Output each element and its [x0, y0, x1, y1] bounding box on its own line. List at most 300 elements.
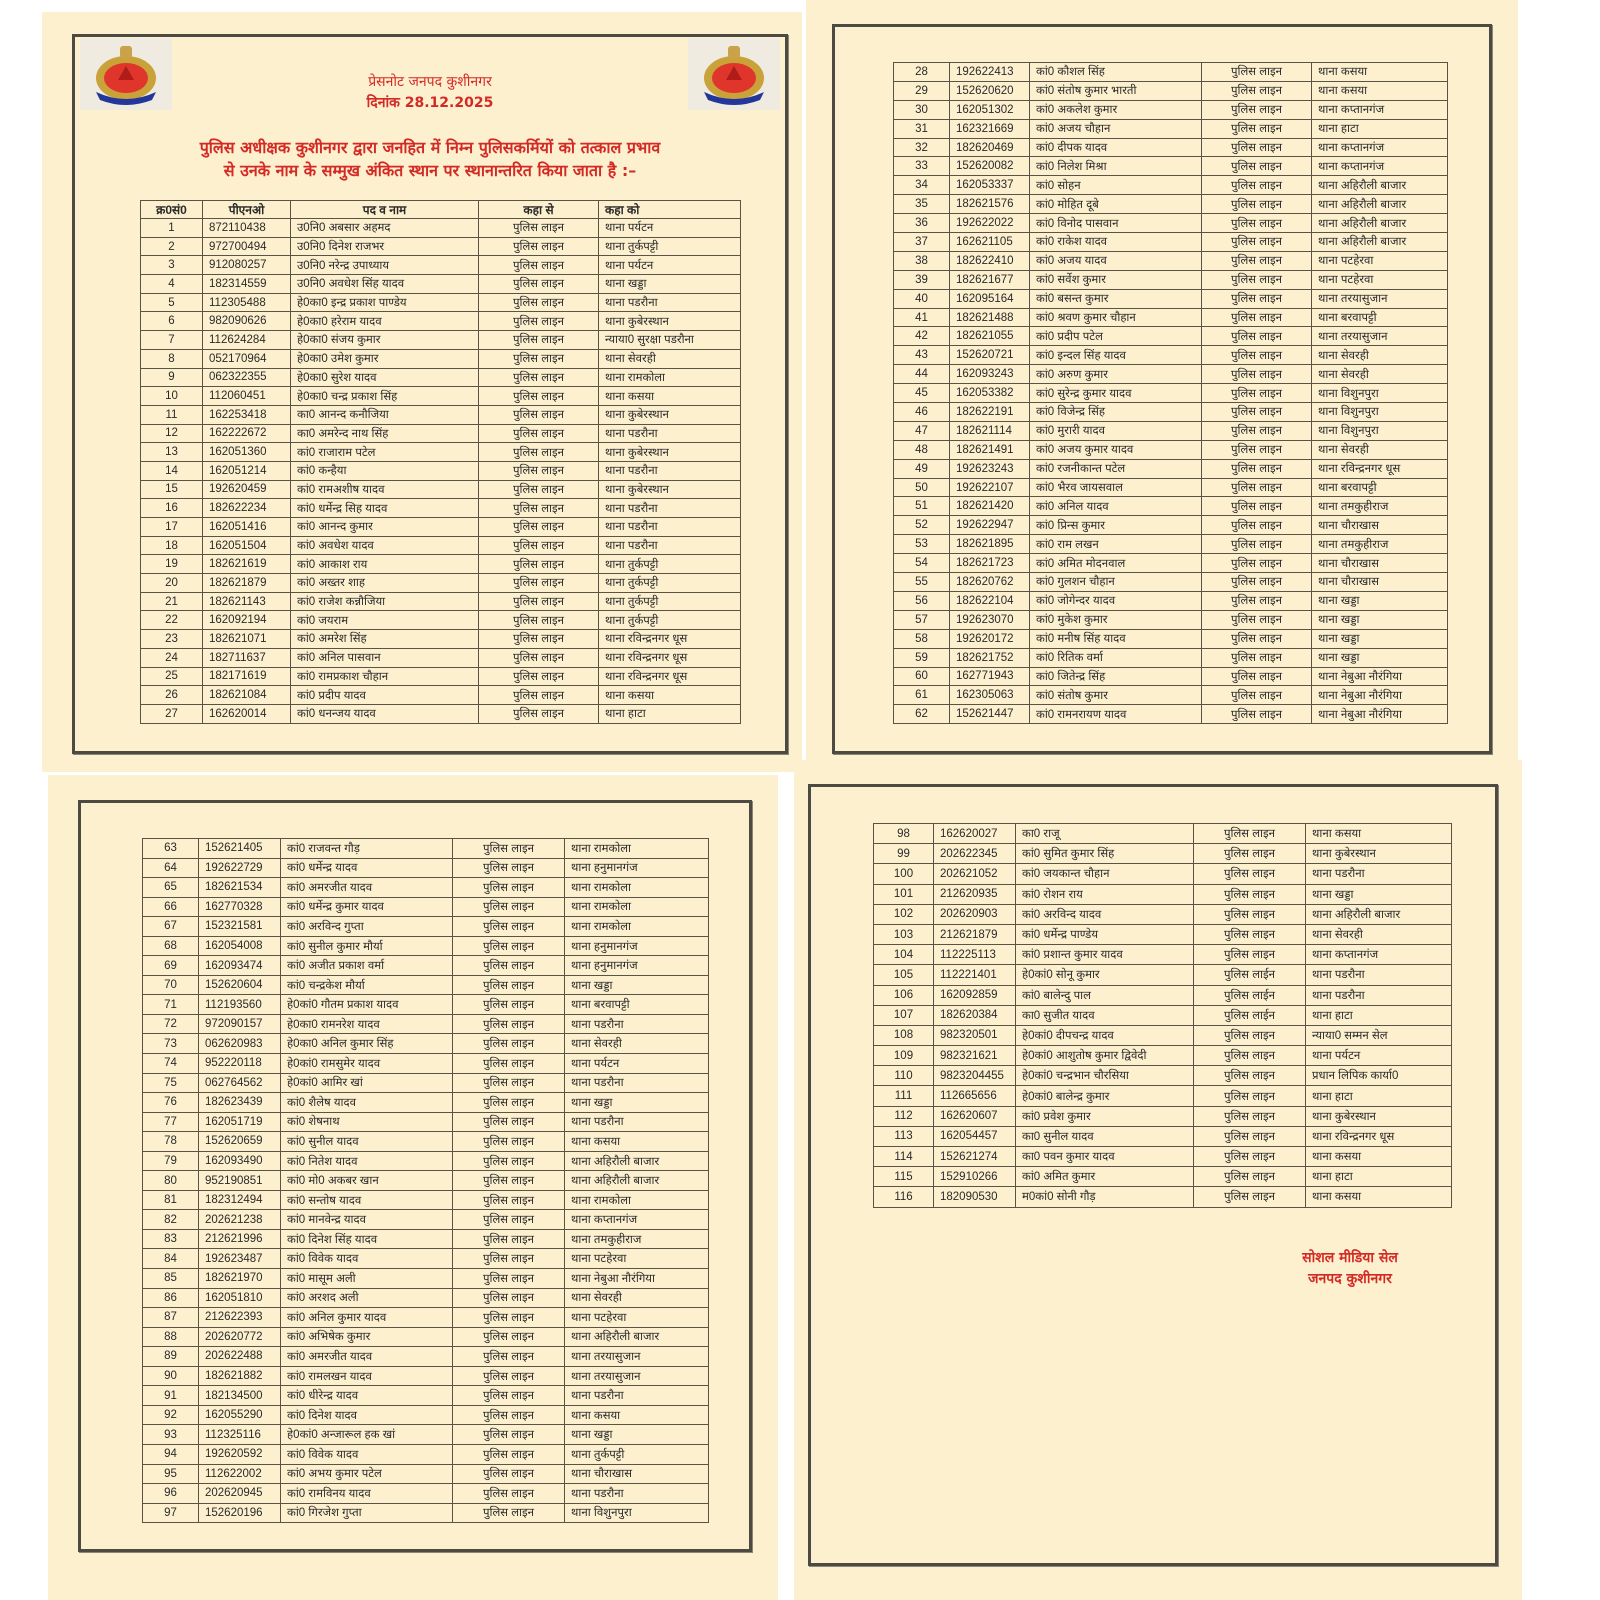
- table-row: [874, 1066, 1452, 1086]
- serial-cell: 113: [874, 1126, 934, 1146]
- rank-name-cell: म0कां0 सोनी गौड़: [1016, 1187, 1194, 1207]
- pno-cell: 162620607: [934, 1106, 1016, 1126]
- from-cell: पुलिस लाइन: [1194, 945, 1306, 965]
- table-row: [894, 100, 1448, 119]
- pno-cell: 152910266: [934, 1167, 1016, 1187]
- rank-name-cell: कां0 प्रिन्स कुमार: [1030, 516, 1202, 535]
- pno-cell: 162620014: [203, 704, 291, 723]
- rank-name-cell: कां0 राजवन्त गौड़: [281, 839, 453, 859]
- to-cell: थाना सेवरही: [1312, 440, 1448, 459]
- to-cell: थाना विशुनपुरा: [1312, 403, 1448, 422]
- pno-cell: 152321581: [199, 917, 281, 937]
- table-row: [894, 251, 1448, 270]
- pno-cell: 162770328: [199, 897, 281, 917]
- rank-name-cell: कां0 दिनेश यादव: [281, 1405, 453, 1425]
- to-cell: थाना पडरौना: [565, 1386, 709, 1406]
- to-cell: थाना हाटा: [1306, 1005, 1452, 1025]
- from-cell: पुलिस लाइन: [453, 1073, 565, 1093]
- press-note-title: प्रेसनोट जनपद कुशीनगर: [368, 74, 492, 90]
- pno-cell: 112193560: [199, 995, 281, 1015]
- pno-cell: 162093243: [950, 365, 1030, 384]
- serial-cell: 71: [143, 995, 199, 1015]
- to-cell: थाना कुबेरस्थान: [1306, 844, 1452, 864]
- to-cell: थाना रविन्द्रनगर धूस: [599, 630, 741, 649]
- from-cell: पुलिस लाइन: [1194, 904, 1306, 924]
- serial-cell: 91: [143, 1386, 199, 1406]
- from-cell: पुलिस लाइन: [1194, 824, 1306, 844]
- table-row: [143, 1210, 709, 1230]
- from-cell: पुलिस लाइन: [453, 1386, 565, 1406]
- serial-cell: 104: [874, 945, 934, 965]
- serial-cell: 55: [894, 573, 950, 592]
- to-cell: थाना कप्तानगंज: [1306, 945, 1452, 965]
- rank-name-cell: कां0 कन्हैया: [291, 461, 479, 480]
- rank-name-cell: कां0 अनिल यादव: [1030, 497, 1202, 516]
- pno-cell: 182621576: [950, 195, 1030, 214]
- rank-name-cell: कां0 राम लखन: [1030, 535, 1202, 554]
- rank-name-cell: कां0 शैलेष यादव: [281, 1093, 453, 1113]
- pno-cell: 182620469: [950, 138, 1030, 157]
- table-row: [141, 331, 741, 350]
- from-cell: पुलिस लाइन: [453, 917, 565, 937]
- rank-name-cell: कां0 मोहित दूबे: [1030, 195, 1202, 214]
- pno-cell: 152621405: [199, 839, 281, 859]
- to-cell: थाना चौराखास: [565, 1464, 709, 1484]
- table-row: [894, 440, 1448, 459]
- to-cell: थाना अहिरौली बाजार: [565, 1327, 709, 1347]
- pno-cell: 112325116: [199, 1425, 281, 1445]
- to-cell: थाना कप्तानगंज: [1312, 100, 1448, 119]
- rank-name-cell: कां0 कौशल सिंह: [1030, 63, 1202, 82]
- to-cell: न्याया0 सुरक्षा पडरौना: [599, 331, 741, 350]
- to-cell: थाना सेवरही: [1312, 346, 1448, 365]
- to-cell: थाना तुर्कपट्टी: [599, 592, 741, 611]
- from-cell: पुलिस लाइन: [453, 1151, 565, 1171]
- pno-cell: 202620772: [199, 1327, 281, 1347]
- to-cell: थाना रविन्द्रनगर धूस: [599, 667, 741, 686]
- pno-cell: 152620620: [950, 81, 1030, 100]
- serial-cell: 15: [141, 480, 203, 499]
- serial-cell: 56: [894, 591, 950, 610]
- table-row: [143, 1484, 709, 1504]
- table-row: [143, 1229, 709, 1249]
- press-note-date: दिनांक 28.12.2025: [366, 95, 494, 111]
- serial-cell: 63: [143, 839, 199, 859]
- rank-name-cell: कां0 धर्मेन्द्र यादव: [281, 858, 453, 878]
- pno-cell: 182620384: [934, 1005, 1016, 1025]
- to-cell: थाना पडरौना: [1306, 965, 1452, 985]
- from-cell: पुलिस लाइन: [453, 858, 565, 878]
- rank-name-cell: कां0 धनन्जय यादव: [291, 704, 479, 723]
- table-row: [894, 289, 1448, 308]
- pno-cell: 112225113: [934, 945, 1016, 965]
- table-row: [141, 667, 741, 686]
- to-cell: थाना खड्डा: [565, 1425, 709, 1445]
- serial-cell: 47: [894, 421, 950, 440]
- from-cell: पुलिस लाइन: [453, 975, 565, 995]
- from-cell: पुलिस लाइन: [453, 1444, 565, 1464]
- table-row: [874, 924, 1452, 944]
- table-row: [143, 1366, 709, 1386]
- pno-cell: 162051214: [203, 461, 291, 480]
- table-row: [143, 1073, 709, 1093]
- serial-cell: 114: [874, 1147, 934, 1167]
- from-cell: पुलिस लाइन: [1202, 63, 1312, 82]
- from-cell: पुलिस लाइन: [1202, 421, 1312, 440]
- from-cell: पुलिस लाइन: [479, 518, 599, 537]
- from-cell: पुलिस लाइन: [479, 686, 599, 705]
- serial-cell: 5: [141, 293, 203, 312]
- pno-cell: 162051302: [950, 100, 1030, 119]
- pno-cell: 952220118: [199, 1054, 281, 1074]
- table-row: [143, 1093, 709, 1113]
- pno-cell: 982321621: [934, 1046, 1016, 1066]
- pno-cell: 162305063: [950, 686, 1030, 705]
- from-cell: पुलिस लाइन: [1194, 1046, 1306, 1066]
- table-row: [141, 405, 741, 424]
- serial-cell: 51: [894, 497, 950, 516]
- pno-cell: 182621882: [199, 1366, 281, 1386]
- pno-cell: 192620459: [203, 480, 291, 499]
- from-cell: पुलिस लाइन: [453, 995, 565, 1015]
- pno-cell: 182621084: [203, 686, 291, 705]
- pno-cell: 152620196: [199, 1503, 281, 1523]
- pno-cell: 972700494: [203, 237, 291, 256]
- from-cell: पुलिस लाइन: [1202, 233, 1312, 252]
- rank-name-cell: कां0 अजय कुमार यादव: [1030, 440, 1202, 459]
- to-cell: थाना तरयासुजान: [1312, 327, 1448, 346]
- serial-cell: 101: [874, 884, 934, 904]
- to-cell: थाना पडरौना: [565, 1484, 709, 1504]
- rank-name-cell: कां0 अवधेश यादव: [291, 536, 479, 555]
- rank-name-cell: कां0 विनोद पासवान: [1030, 214, 1202, 233]
- from-cell: पुलिस लाइन: [479, 592, 599, 611]
- table-row: [874, 1167, 1452, 1187]
- pno-cell: 152620604: [199, 975, 281, 995]
- pno-cell: 202622345: [934, 844, 1016, 864]
- to-cell: थाना कुबेरस्थान: [599, 405, 741, 424]
- table-row: [874, 1106, 1452, 1126]
- to-cell: थाना खड्डा: [1312, 648, 1448, 667]
- to-cell: थाना पर्यटन: [599, 219, 741, 238]
- serial-cell: 36: [894, 214, 950, 233]
- rank-name-cell: कां0 आनन्द कुमार: [291, 518, 479, 537]
- serial-cell: 6: [141, 312, 203, 331]
- from-cell: पुलिस लाइन: [1194, 1187, 1306, 1207]
- from-cell: पुलिस लाइन: [453, 1034, 565, 1054]
- to-cell: न्याया0 सम्मन सेल: [1306, 1025, 1452, 1045]
- pno-cell: 162054457: [934, 1126, 1016, 1146]
- from-cell: पुलिस लाइन: [453, 936, 565, 956]
- rank-name-cell: कां0 अजीत प्रकाश वर्मा: [281, 956, 453, 976]
- rank-name-cell: कां0 रोशन राय: [1016, 884, 1194, 904]
- rank-name-cell: कां0 जयराम: [291, 611, 479, 630]
- from-cell: पुलिस लाइन: [453, 1366, 565, 1386]
- serial-cell: 78: [143, 1132, 199, 1152]
- from-cell: पुलिस लाइन: [479, 574, 599, 593]
- table-row: [141, 555, 741, 574]
- serial-cell: 11: [141, 405, 203, 424]
- serial-cell: 21: [141, 592, 203, 611]
- to-cell: थाना पडरौना: [1306, 864, 1452, 884]
- rank-name-cell: कां0 अरशद अली: [281, 1288, 453, 1308]
- from-cell: पुलिस लाइन: [453, 1503, 565, 1523]
- to-cell: थाना पडरौना: [565, 1073, 709, 1093]
- pno-cell: 162621105: [950, 233, 1030, 252]
- pno-cell: 152620659: [199, 1132, 281, 1152]
- rank-name-cell: कां0 प्रवेश कुमार: [1016, 1106, 1194, 1126]
- rank-name-cell: कां0 मो0 अकबर खान: [281, 1171, 453, 1191]
- pno-cell: 162051504: [203, 536, 291, 555]
- pno-cell: 192622107: [950, 478, 1030, 497]
- to-cell: थाना सेवरही: [1312, 365, 1448, 384]
- rank-name-cell: कां0 अमरजीत यादव: [281, 878, 453, 898]
- from-cell: पुलिस लाइन: [1194, 1167, 1306, 1187]
- from-cell: पुलिस लाइन: [453, 897, 565, 917]
- table-row: [874, 904, 1452, 924]
- table-row: [894, 459, 1448, 478]
- rank-name-cell: का0 सुनील यादव: [1016, 1126, 1194, 1146]
- table-row: [894, 176, 1448, 195]
- serial-cell: 79: [143, 1151, 199, 1171]
- table-row: [874, 1005, 1452, 1025]
- to-cell: थाना पडरौना: [565, 1014, 709, 1034]
- pno-cell: 182621619: [203, 555, 291, 574]
- table-row: [874, 1086, 1452, 1106]
- pno-cell: 192623070: [950, 610, 1030, 629]
- from-cell: पुलिस लाइन: [1194, 1147, 1306, 1167]
- from-cell: पुलिस लाइन: [479, 256, 599, 275]
- serial-cell: 98: [874, 824, 934, 844]
- serial-cell: 87: [143, 1308, 199, 1328]
- pno-cell: 982320501: [934, 1025, 1016, 1045]
- from-cell: पुलिस लाइन: [479, 293, 599, 312]
- rank-name-cell: कां0 अरविन्द गुप्ता: [281, 917, 453, 937]
- rank-name-cell: का0 सुजीत यादव: [1016, 1005, 1194, 1025]
- to-cell: थाना पटहेरवा: [1312, 270, 1448, 289]
- pno-cell: 192622413: [950, 63, 1030, 82]
- serial-cell: 52: [894, 516, 950, 535]
- serial-cell: 44: [894, 365, 950, 384]
- pno-cell: 182621114: [950, 421, 1030, 440]
- from-cell: पुलिस लाइन: [479, 424, 599, 443]
- to-cell: थाना रामकोला: [565, 839, 709, 859]
- to-cell: थाना अहिरौली बाजार: [1312, 214, 1448, 233]
- serial-cell: 59: [894, 648, 950, 667]
- rank-name-cell: कां0 धर्मेन्द्र पाण्डेय: [1016, 924, 1194, 944]
- table-row: [143, 995, 709, 1015]
- to-cell: थाना खड्डा: [1312, 591, 1448, 610]
- serial-cell: 76: [143, 1093, 199, 1113]
- table-row: [874, 1187, 1452, 1207]
- pno-cell: 112305488: [203, 293, 291, 312]
- serial-cell: 39: [894, 270, 950, 289]
- pno-cell: 152620082: [950, 157, 1030, 176]
- to-cell: थाना पडरौना: [599, 536, 741, 555]
- to-cell: थाना खड्डा: [599, 275, 741, 294]
- pno-cell: 182621420: [950, 497, 1030, 516]
- to-cell: थाना बरवापट्टी: [1312, 478, 1448, 497]
- rank-name-cell: हे0का0 हरेराम यादव: [291, 312, 479, 331]
- pno-cell: 192622022: [950, 214, 1030, 233]
- from-cell: पुलिस लाइन: [1202, 403, 1312, 422]
- to-cell: थाना तरयासुजान: [565, 1366, 709, 1386]
- serial-cell: 85: [143, 1269, 199, 1289]
- serial-cell: 1: [141, 219, 203, 238]
- from-cell: पुलिस लाइन: [1202, 251, 1312, 270]
- rank-name-cell: हे0कां0 आमिर खां: [281, 1073, 453, 1093]
- from-cell: पुलिस लाइन: [453, 1190, 565, 1210]
- pno-cell: 912080257: [203, 256, 291, 275]
- from-cell: पुलिस लाइन: [1194, 1086, 1306, 1106]
- rank-name-cell: कां0 रजनीकान्त पटेल: [1030, 459, 1202, 478]
- col-header-rank-name: पद व नाम: [291, 201, 479, 219]
- table-row: [143, 1308, 709, 1328]
- serial-cell: 42: [894, 327, 950, 346]
- from-cell: पुलिस लाइन: [1202, 648, 1312, 667]
- serial-cell: 69: [143, 956, 199, 976]
- table-row: [894, 233, 1448, 252]
- serial-cell: 84: [143, 1249, 199, 1269]
- rank-name-cell: हे0का0 इन्द्र प्रकाश पाण्डेय: [291, 293, 479, 312]
- serial-cell: 66: [143, 897, 199, 917]
- from-cell: पुलिस लाइन: [453, 1308, 565, 1328]
- serial-cell: 43: [894, 346, 950, 365]
- from-cell: पुलिस लाइन: [1202, 705, 1312, 724]
- table-row: [141, 256, 741, 275]
- serial-cell: 20: [141, 574, 203, 593]
- from-cell: पुलिस लाइन: [1202, 459, 1312, 478]
- serial-cell: 46: [894, 403, 950, 422]
- from-cell: पुलिस लाइन: [453, 839, 565, 859]
- pno-cell: 162093490: [199, 1151, 281, 1171]
- pno-cell: 162053382: [950, 384, 1030, 403]
- pno-cell: 192623243: [950, 459, 1030, 478]
- from-cell: पुलिस लाइन: [479, 611, 599, 630]
- serial-cell: 57: [894, 610, 950, 629]
- from-cell: पुलिस लाइन: [479, 368, 599, 387]
- serial-cell: 25: [141, 667, 203, 686]
- up-police-emblem-icon: [86, 40, 166, 108]
- pno-cell: 162620027: [934, 824, 1016, 844]
- serial-cell: 107: [874, 1005, 934, 1025]
- serial-cell: 115: [874, 1167, 934, 1187]
- from-cell: पुलिस लाइन: [479, 331, 599, 350]
- to-cell: थाना अहिरौली बाजार: [1306, 904, 1452, 924]
- table-row: [874, 1025, 1452, 1045]
- to-cell: थाना कसया: [599, 686, 741, 705]
- pno-cell: 162222672: [203, 424, 291, 443]
- to-cell: थाना कसया: [1312, 81, 1448, 100]
- table-row: [894, 308, 1448, 327]
- serial-cell: 14: [141, 461, 203, 480]
- from-cell: पुलिस लाइन: [1194, 1066, 1306, 1086]
- from-cell: पुलिस लाइन: [1202, 440, 1312, 459]
- pno-cell: 182622104: [950, 591, 1030, 610]
- serial-cell: 38: [894, 251, 950, 270]
- to-cell: थाना अहिरौली बाजार: [1312, 233, 1448, 252]
- to-cell: थाना पटहेरवा: [565, 1249, 709, 1269]
- to-cell: थाना नेबुआ नौरंगिया: [1312, 686, 1448, 705]
- from-cell: पुलिस लाइन: [453, 956, 565, 976]
- rank-name-cell: कां0 मनीष सिंह यादव: [1030, 629, 1202, 648]
- to-cell: थाना हाटा: [1306, 1086, 1452, 1106]
- rank-name-cell: कां0 अभय कुमार पटेल: [281, 1464, 453, 1484]
- pno-cell: 182621970: [199, 1269, 281, 1289]
- pno-cell: 972090157: [199, 1014, 281, 1034]
- from-cell: पुलिस लाइन: [1202, 667, 1312, 686]
- serial-cell: 111: [874, 1086, 934, 1106]
- to-cell: थाना पडरौना: [1306, 985, 1452, 1005]
- serial-cell: 97: [143, 1503, 199, 1523]
- pno-cell: 052170964: [203, 349, 291, 368]
- to-cell: थाना विशुनपुरा: [1312, 421, 1448, 440]
- to-cell: थाना विशुनपुरा: [1312, 384, 1448, 403]
- table-row: [141, 536, 741, 555]
- rank-name-cell: कां0 अमरजीत यादव: [281, 1347, 453, 1367]
- table-row: [894, 705, 1448, 724]
- to-cell: थाना कसया: [1306, 1187, 1452, 1207]
- pno-cell: 182621895: [950, 535, 1030, 554]
- pno-cell: 182621879: [203, 574, 291, 593]
- rank-name-cell: हे0कां0 रामसुमेर यादव: [281, 1054, 453, 1074]
- rank-name-cell: कां0 जोगेन्दर यादव: [1030, 591, 1202, 610]
- serial-cell: 24: [141, 648, 203, 667]
- to-cell: थाना कसया: [565, 1405, 709, 1425]
- pno-cell: 152621447: [950, 705, 1030, 724]
- rank-name-cell: हे0कां0 दीपचन्द्र यादव: [1016, 1025, 1194, 1045]
- from-cell: पुलिस लाइन: [479, 275, 599, 294]
- table-row: [894, 554, 1448, 573]
- table-row: [874, 1046, 1452, 1066]
- from-cell: पुलिस लाइन: [1202, 686, 1312, 705]
- rank-name-cell: हे0का0 अनिल कुमार सिंह: [281, 1034, 453, 1054]
- pno-cell: 152620721: [950, 346, 1030, 365]
- from-cell: पुलिस लाईन: [1194, 965, 1306, 985]
- to-cell: थाना रविन्द्रनगर धूस: [1312, 459, 1448, 478]
- rank-name-cell: कां0 अकलेश कुमार: [1030, 100, 1202, 119]
- from-cell: पुलिस लाइन: [1202, 81, 1312, 100]
- table-row: [143, 1347, 709, 1367]
- pno-cell: 982090626: [203, 312, 291, 331]
- table-row: [894, 195, 1448, 214]
- from-cell: पुलिस लाइन: [1202, 591, 1312, 610]
- from-cell: पुलिस लाइन: [479, 480, 599, 499]
- table-row: [141, 461, 741, 480]
- from-cell: पुलिस लाइन: [1202, 516, 1312, 535]
- table-row: [141, 499, 741, 518]
- rank-name-cell: का0 राजू: [1016, 824, 1194, 844]
- from-cell: पुलिस लाइन: [1202, 308, 1312, 327]
- rank-name-cell: कां0 अमित मोदनवाल: [1030, 554, 1202, 573]
- rank-name-cell: कां0 सन्तोष यादव: [281, 1190, 453, 1210]
- rank-name-cell: कां0 मुरारी यादव: [1030, 421, 1202, 440]
- table-row: [141, 387, 741, 406]
- to-cell: थाना हाटा: [1306, 1167, 1452, 1187]
- pno-cell: 162051719: [199, 1112, 281, 1132]
- rank-name-cell: कां0 निलेश मिश्रा: [1030, 157, 1202, 176]
- table-row: [141, 592, 741, 611]
- signature-line-1: सोशल मीडिया सेल: [1302, 1250, 1398, 1266]
- rank-name-cell: कां0 शेषनाथ: [281, 1112, 453, 1132]
- rank-name-cell: कां0 नितेश यादव: [281, 1151, 453, 1171]
- serial-cell: 50: [894, 478, 950, 497]
- table-row: [141, 648, 741, 667]
- table-row: [894, 403, 1448, 422]
- table-row: [143, 1327, 709, 1347]
- emblem-right: [688, 38, 780, 110]
- from-cell: पुलिस लाइन: [1202, 195, 1312, 214]
